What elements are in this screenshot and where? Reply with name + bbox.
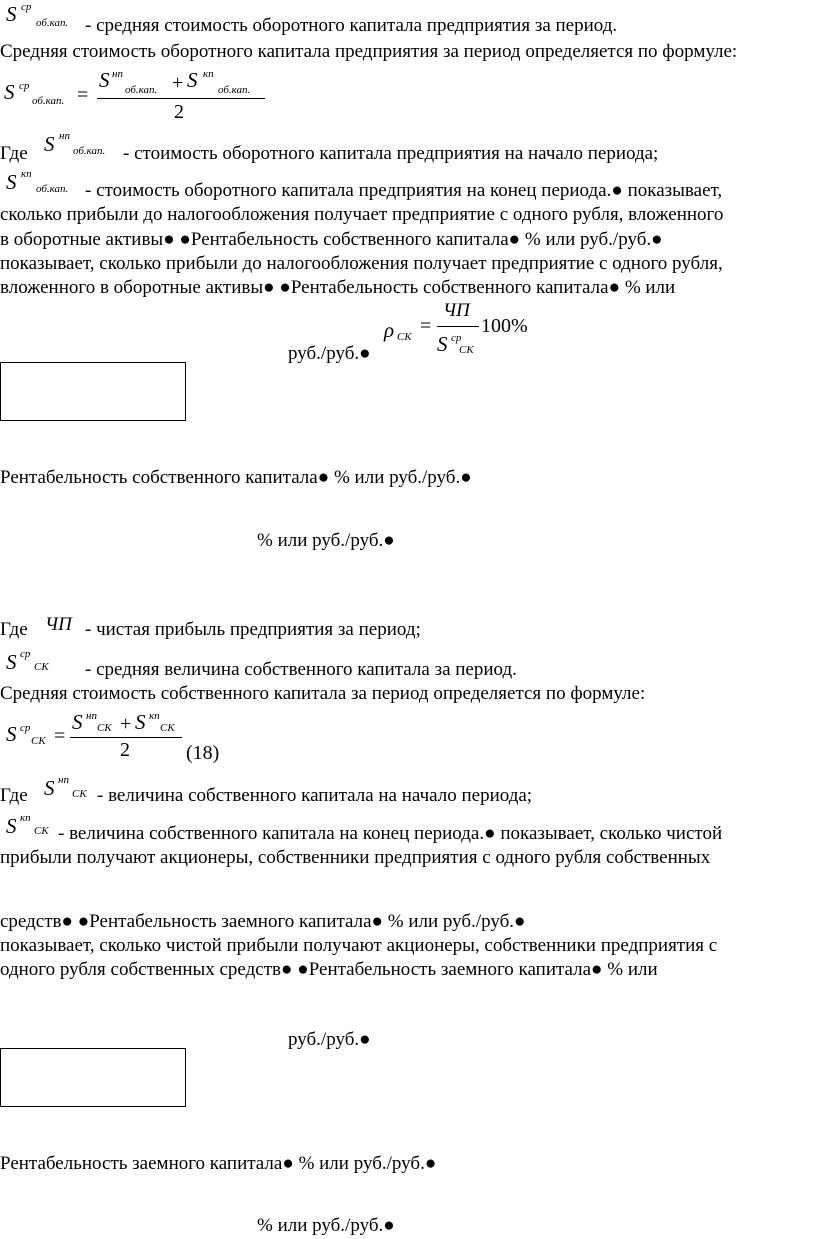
- text-line: Средняя стоимость оборотного капитала предприятия за период определяется по формуле:: [0, 41, 738, 62]
- equation-number: (18): [186, 742, 220, 764]
- text-line: Рентабельность собственного капитала● % или руб./руб.●: [0, 467, 472, 488]
- text-where: Где: [0, 143, 28, 164]
- math-sub: СК: [34, 661, 49, 673]
- math-sub: об.кап.: [32, 95, 65, 107]
- math-S: S: [135, 710, 146, 734]
- math-sub: об.кап.: [36, 183, 69, 195]
- math-sup: ср: [20, 722, 31, 734]
- math-sub: СК: [397, 331, 412, 343]
- math-denominator: 2: [174, 101, 184, 123]
- math-S: S: [44, 132, 55, 156]
- math-S: S: [4, 80, 15, 104]
- text-line: Средняя стоимость собственного капитала за период определяется по формуле:: [0, 683, 646, 704]
- text-line: - стоимость оборотного капитала предприятия на начало периода;: [123, 143, 659, 164]
- math-sub: СК: [34, 825, 49, 837]
- text-line: % или руб./руб.●: [257, 530, 395, 551]
- math-S: S: [6, 722, 17, 746]
- text-line: в оборотные активы● ●Рентабельность собственного капитала● % или руб./руб.●: [0, 229, 663, 250]
- text-line: показывает, сколько чистой прибыли получают акционеры, собственники предприятия с: [0, 935, 718, 956]
- math-S: S: [6, 650, 17, 674]
- text-line: показывает, сколько прибыли до налогообложения получает предприятие с одного рубля,: [0, 253, 723, 274]
- text-where: Где: [0, 619, 28, 640]
- fraction-bar: [97, 98, 265, 99]
- text-line: средств● ●Рентабельность заемного капитала● % или руб./руб.●: [0, 911, 526, 932]
- math-sub: СК: [72, 788, 87, 800]
- math-sup: нп: [112, 68, 123, 80]
- math-sub: СК: [160, 722, 175, 734]
- math-sup: ср: [451, 332, 462, 344]
- math-sup: ср: [21, 1, 32, 13]
- math-eq: =: [420, 315, 432, 337]
- math-eq: =: [77, 84, 89, 106]
- math-sup: ср: [20, 648, 31, 660]
- text-line: сколько прибыли до налогообложения получает предприятие с одного рубля, вложенного: [0, 204, 724, 225]
- math-rho: ρ: [384, 318, 395, 342]
- math-S: S: [187, 68, 198, 92]
- text-line: - средняя стоимость оборотного капитала предприятия за период.: [85, 15, 618, 36]
- math-denominator: 2: [120, 739, 130, 761]
- text-line: вложенного в оборотные активы● ●Рентабельность собственного капитала● % или: [0, 277, 676, 298]
- math-eq: =: [54, 725, 66, 747]
- math-sup: ср: [19, 80, 30, 92]
- text-line: - чистая прибыль предприятия за период;: [85, 619, 421, 640]
- text-where: Где: [0, 785, 28, 806]
- math-sup: кп: [21, 168, 32, 180]
- math-sub: об.кап.: [36, 17, 69, 29]
- math-sub: об.кап.: [218, 84, 251, 96]
- math-S: S: [6, 170, 17, 194]
- text-line: руб./руб.●: [288, 1029, 371, 1050]
- math-plus: +: [172, 72, 184, 94]
- math-chp: ЧП: [45, 614, 72, 635]
- fraction-bar: [437, 326, 479, 327]
- math-sub: СК: [459, 344, 474, 356]
- math-percent: 100%: [481, 315, 528, 337]
- text-line: - стоимость оборотного капитала предприятия на конец периода.● показывает,: [85, 180, 723, 201]
- math-chp: ЧП: [443, 300, 470, 321]
- math-S: S: [437, 332, 448, 356]
- math-sub: СК: [97, 722, 112, 734]
- math-sup: нп: [59, 130, 70, 142]
- math-sup: нп: [86, 710, 97, 722]
- text-line: Рентабельность заемного капитала● % или руб./руб.●: [0, 1153, 437, 1174]
- text-line: руб./руб.●: [288, 343, 371, 364]
- math-sub: об.кап.: [125, 84, 158, 96]
- math-S: S: [6, 814, 17, 838]
- math-plus: +: [120, 713, 132, 735]
- empty-box: [0, 362, 186, 421]
- text-line: прибыли получают акционеры, собственники предприятия с одного рубля собственных: [0, 847, 711, 868]
- math-S: S: [6, 2, 17, 26]
- text-line: - величина собственного капитала на начало периода;: [97, 785, 533, 806]
- empty-box: [0, 1048, 186, 1107]
- text-line: одного рубля собственных средств● ●Рентабельность заемного капитала● % или: [0, 959, 658, 980]
- math-S: S: [44, 776, 55, 800]
- math-sub: об.кап.: [73, 145, 106, 157]
- math-sup: кп: [20, 812, 31, 824]
- fraction-bar: [70, 737, 182, 738]
- math-sup: кп: [149, 710, 160, 722]
- math-S: S: [99, 68, 110, 92]
- math-sub: СК: [31, 735, 46, 747]
- text-line: - величина собственного капитала на конец периода.● показывает, сколько чистой: [58, 823, 723, 844]
- math-S: S: [72, 710, 83, 734]
- math-sup: кп: [203, 68, 214, 80]
- text-line: % или руб./руб.●: [257, 1215, 395, 1236]
- math-sup: нп: [58, 774, 69, 786]
- text-line: - средняя величина собственного капитала за период.: [85, 659, 517, 680]
